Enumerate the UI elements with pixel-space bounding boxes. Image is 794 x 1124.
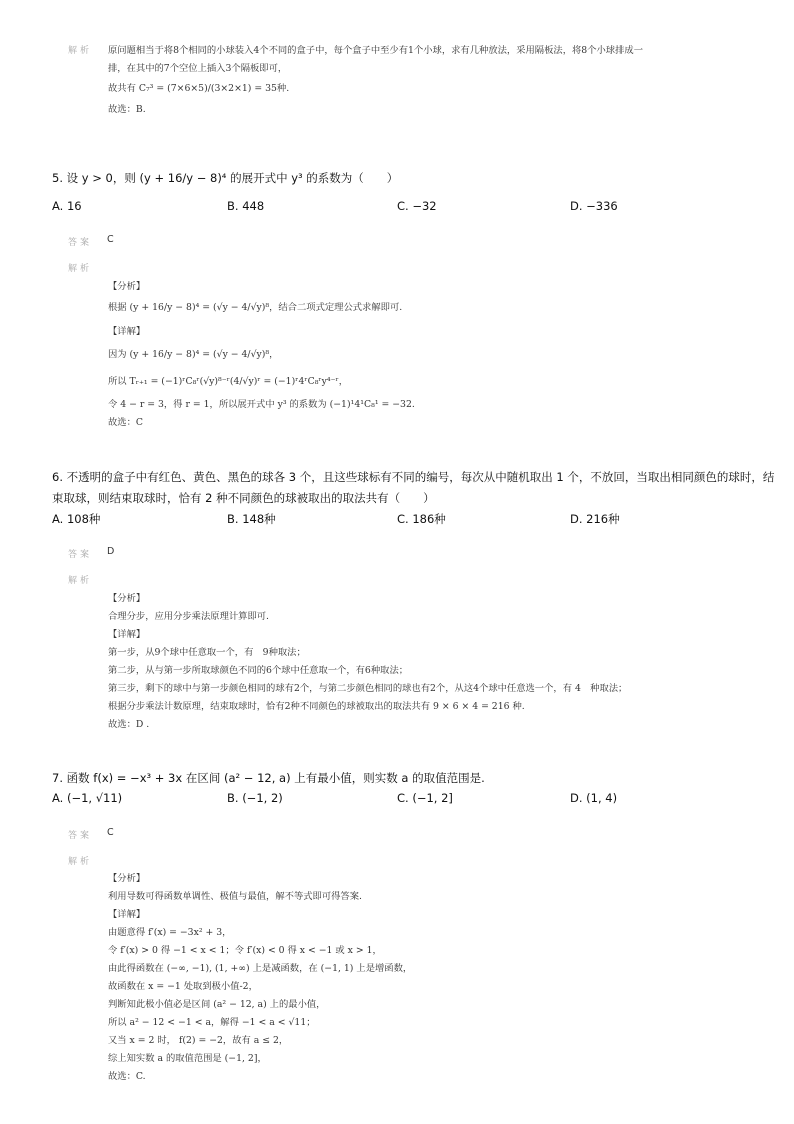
q5-option-a: A. 16 xyxy=(52,199,82,213)
q6-option-b: B. 148种 xyxy=(227,512,276,526)
q6-option-c: C. 186种 xyxy=(397,512,446,526)
solution-line: 【详解】 xyxy=(108,909,146,920)
solution-line: 原问题相当于将8个相同的小球装入4个不同的盒子中，每个盒子中至少有1个小球，求有几种放法，采用隔板法，将8个小球排成一 xyxy=(108,45,643,56)
solution-line: 故选：D . xyxy=(108,719,150,730)
answer-label: 答案 xyxy=(68,550,93,560)
q5-option-b: B. 448 xyxy=(227,199,265,213)
solution-line: 【详解】 xyxy=(108,629,146,640)
solution-line: 所以 Tᵣ₊₁ = (−1)ʳC₈ʳ(√y)⁸⁻ʳ(4/√y)ʳ = (−1)ʳ4ʳC₈ʳy⁴⁻ʳ， xyxy=(108,376,349,387)
question-5-stem: 5. 设 y > 0，则 (y + 16/y − 8)⁴ 的展开式中 y³ 的系数为（ ） xyxy=(52,171,399,185)
solution-line: 合理分步，应用分步乘法原理计算即可. xyxy=(108,611,270,622)
solution-line: 故共有 C₇³ = (7×6×5)/(3×2×1) = 35种. xyxy=(108,83,290,94)
solution-line: 【分析】 xyxy=(108,593,146,604)
solution-line: 由此得函数在 (−∞, −1), (1, +∞) 上是减函数，在 (−1, 1) 上是增函数， xyxy=(108,963,413,974)
answer-value: C xyxy=(107,827,114,838)
solution-line: 第三步，剩下的球中与第一步颜色相同的球有2个，与第二步颜色相同的球也有2个，从这4个球中任意选一个，有 4 种取法； xyxy=(108,683,628,694)
solution-line: 利用导数可得函数单调性、极值与最值，解不等式即可得答案. xyxy=(108,891,362,902)
analysis-label: 解析 xyxy=(68,857,93,867)
analysis-label: 解析 xyxy=(68,576,93,586)
solution-line: 又当 x = 2 时， f(2) = −2，故有 a ≤ 2， xyxy=(108,1035,289,1046)
solution-line: 第二步，从与第一步所取球颜色不同的6个球中任意取一个，有6种取法； xyxy=(108,665,409,676)
question-7-stem: 7. 函数 f(x) = −x³ + 3x 在区间 (a² − 12, a) 上有最小值，则实数 a 的取值范围是. xyxy=(52,771,485,785)
question-6-stem-line2: 束取球，则结束取球时，恰有 2 种不同颜色的球被取出的取法共有（ ） xyxy=(52,491,435,505)
solution-line: 根据 (y + 16/y − 8)⁴ = (√y − 4/√y)⁸，结合二项式定理公式求解即可. xyxy=(108,302,403,313)
solution-line: 【分析】 xyxy=(108,281,146,292)
solution-line: 根据分步乘法计数原理，结束取球时，恰有2种不同颜色的球被取出的取法共有 9 × 6 × 4 = 216 种. xyxy=(108,701,525,712)
solution-line: 判断知此极小值必是区间 (a² − 12, a) 上的最小值， xyxy=(108,999,326,1010)
q5-option-d: D. −336 xyxy=(570,199,618,213)
solution-line: 综上知实数 a 的取值范围是 (−1, 2]， xyxy=(108,1053,267,1064)
q5-option-c: C. −32 xyxy=(397,199,437,213)
analysis-label: 解析 xyxy=(68,46,93,56)
solution-line: 排，在其中的7个空位上插入3个隔板即可， xyxy=(108,63,288,74)
solution-line: 第一步，从9个球中任意取一个，有 9种取法； xyxy=(108,647,306,658)
answer-value: C xyxy=(107,234,114,245)
question-6-stem-line1: 6. 不透明的盒子中有红色、黄色、黑色的球各 3 个，且这些球标有不同的编号，每次从中随机取出 1 个，不放回，当取出相同颜色的球时，结 xyxy=(52,470,775,484)
solution-line: 【分析】 xyxy=(108,873,146,884)
solution-line: 令 f′(x) > 0 得 −1 < x < 1；令 f′(x) < 0 得 x < −1 或 x > 1， xyxy=(108,945,382,956)
q7-option-b: B. (−1, 2) xyxy=(227,791,283,805)
q7-option-a: A. (−1, √11) xyxy=(52,791,123,805)
q6-option-d: D. 216种 xyxy=(570,512,620,526)
solution-line: 故选：C. xyxy=(108,1071,146,1082)
q6-option-a: A. 108种 xyxy=(52,512,101,526)
answer-value: D xyxy=(107,546,115,557)
analysis-label: 解析 xyxy=(68,264,93,274)
solution-line: 所以 a² − 12 < −1 < a，解得 −1 < a < √11； xyxy=(108,1017,316,1028)
solution-line: 由题意得 f′(x) = −3x² + 3， xyxy=(108,927,232,938)
solution-line: 因为 (y + 16/y − 8)⁴ = (√y − 4/√y)⁸， xyxy=(108,349,279,360)
solution-line: 故选：C xyxy=(108,417,144,428)
solution-line: 【详解】 xyxy=(108,326,146,337)
q7-option-d: D. (1, 4) xyxy=(570,791,618,805)
q7-option-c: C. (−1, 2] xyxy=(397,791,453,805)
solution-line: 故选：B. xyxy=(108,104,146,115)
answer-label: 答案 xyxy=(68,238,93,248)
solution-line: 故函数在 x = −1 处取到极小值-2， xyxy=(108,981,258,992)
solution-line: 令 4 − r = 3，得 r = 1，所以展开式中 y³ 的系数为 (−1)¹4¹C₈¹ = −32. xyxy=(108,399,415,410)
answer-label: 答案 xyxy=(68,831,93,841)
